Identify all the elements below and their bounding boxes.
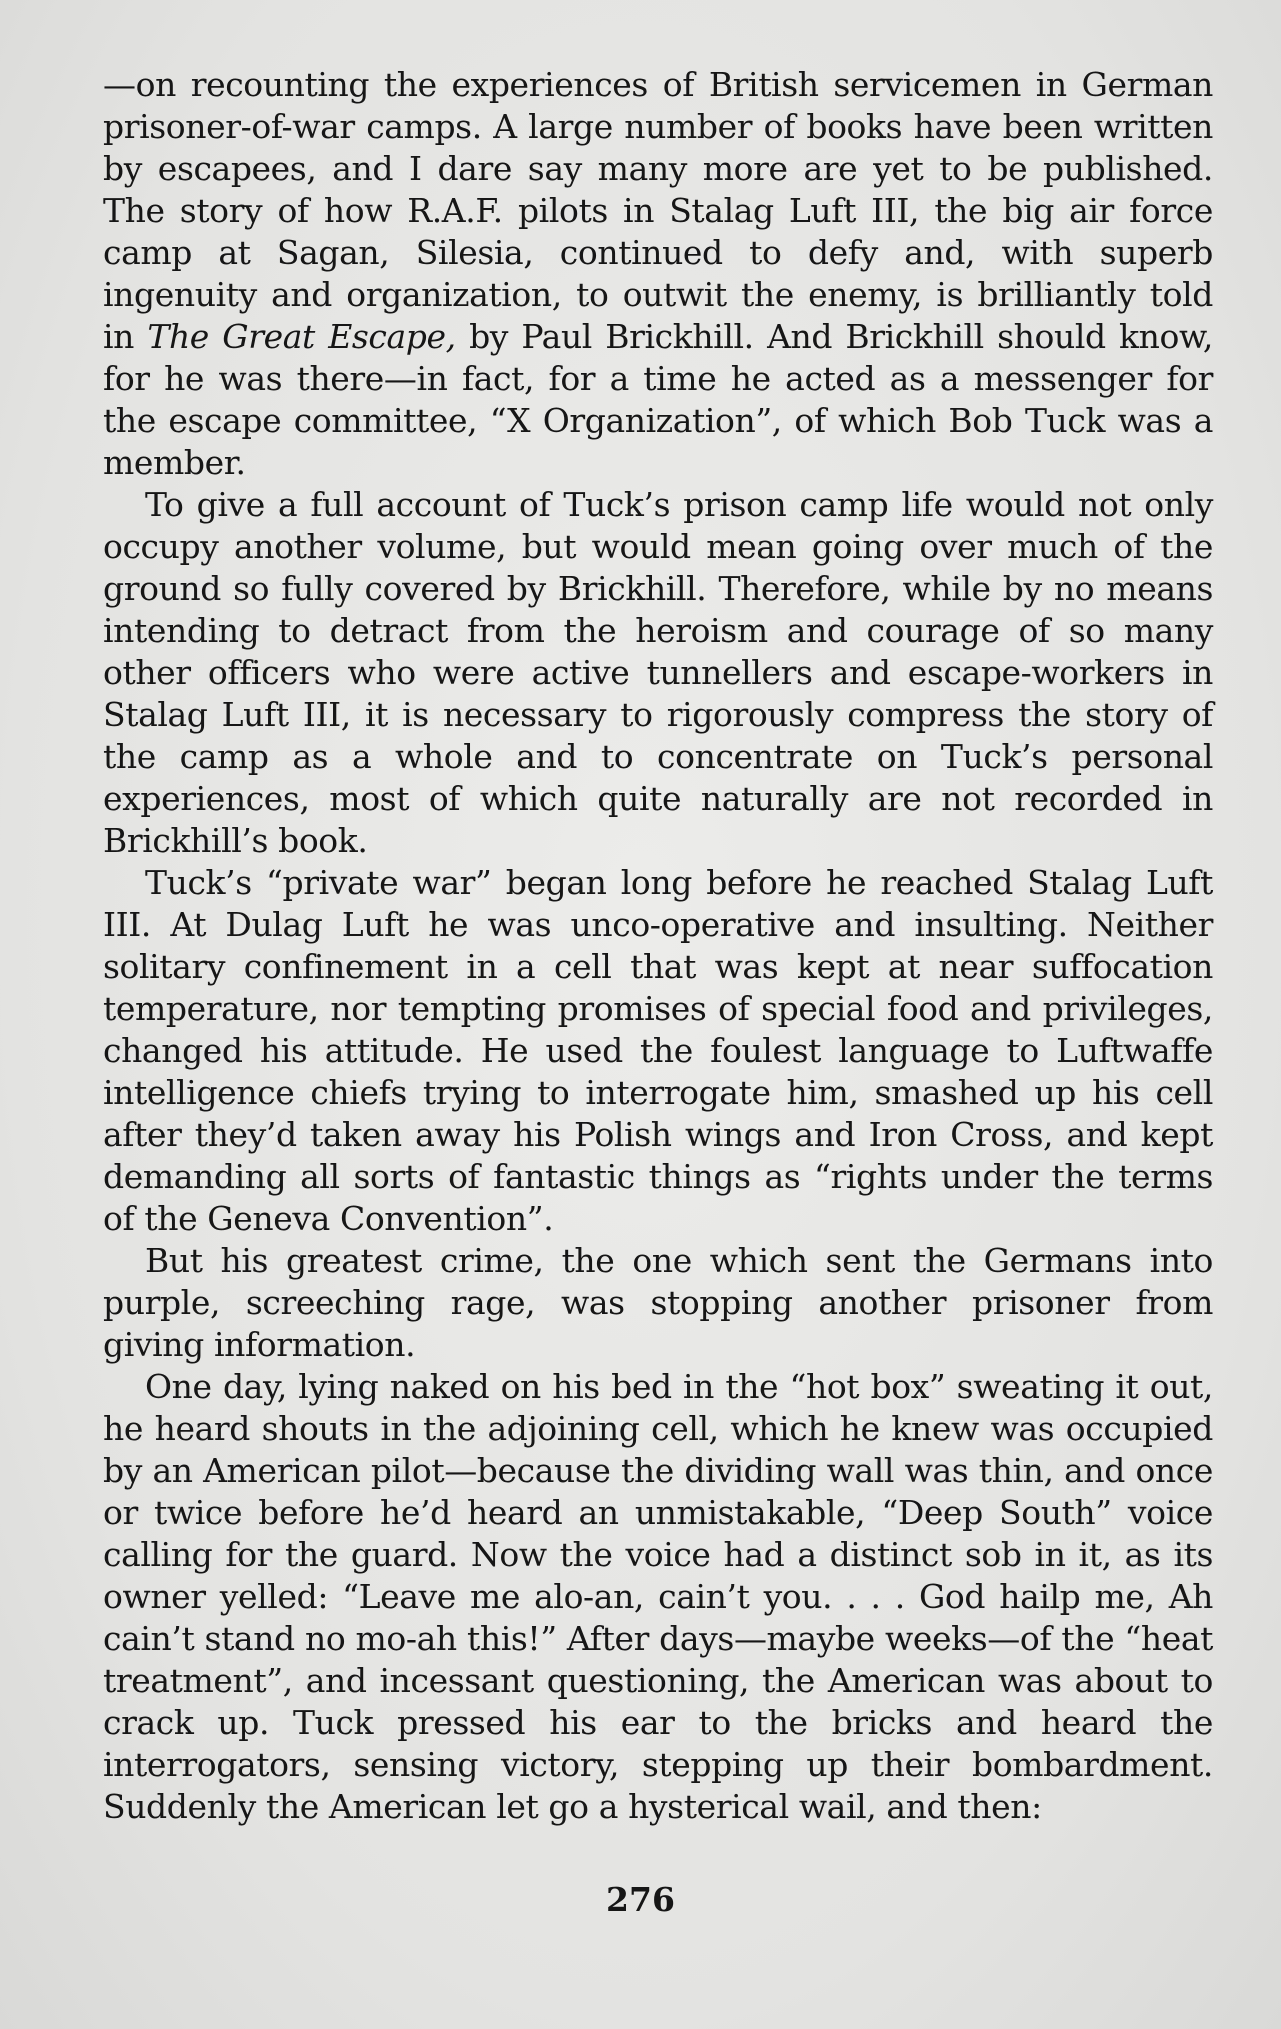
- page-number: 276: [606, 1880, 675, 1919]
- book-title-italic: The Great Escape,: [147, 317, 456, 356]
- paragraph-1: [103, 64, 1213, 484]
- paragraph-2: To give a full account of Tuck’s prison camp life would not only occupy another volume, but would mean going over much of the ground so fully covered by Brickhill. Therefore, while by no means intending to detract from the heroism and courage of so many other officers who were active tunnellers and escape-workers in Stalag Luft III, it is necessary to rigorously compress the story of the camp as a whole and to concentrate on Tuck’s personal experiences, most of which quite naturally are not recorded in Brickhill’s book.: [103, 485, 1213, 860]
- body-text: [103, 64, 1213, 1828]
- paragraph-1-part-2: by Paul Brickhill. And Brickhill should know, for he was there—in fact, for a time he acted as a messenger for the escape committee, “X Organization”, of which Bob Tuck was a member.: [103, 317, 1213, 482]
- paragraph-3: Tuck’s “private war” began long before he reached Stalag Luft III. At Dulag Luft he was unco-operative and insulting. Neither solitary confinement in a cell that was kept at near suffocation temperature, nor tempting promises of special food and privileges, changed his attitude. He used the foulest language to Luftwaffe intelligence chiefs trying to interrogate him, smashed up his cell after they’d taken away his Polish wings and Iron Cross, and kept demanding all sorts of fantastic things as “rights under the terms of the Geneva Convention”.: [103, 863, 1213, 1238]
- paragraph-4: But his greatest crime, the one which sent the Germans into purple, screeching rage, was stopping another prisoner from giving information.: [103, 1241, 1213, 1364]
- paragraph-5: One day, lying naked on his bed in the “hot box” sweating it out, he heard shouts in the adjoining cell, which he knew was occupied by an American pilot—because the dividing wall was thin, and once or twice before he’d heard an unmistakable, “Deep South” voice calling for the guard. Now the voice had a distinct sob in it, as its owner yelled: “Leave me alo-an, cain’t you. . . . God hailp me, Ah cain’t stand no mo-ah this!” After days—maybe weeks—of the “heat treatment”, and incessant questioning, the American was about to crack up. Tuck pressed his ear to the bricks and heard the interrogators, sensing victory, stepping up their bombardment. Suddenly the American let go a hysterical wail, and then:: [103, 1367, 1213, 1826]
- paragraph-1-part-1: —on recounting the experiences of British servicemen in German prisoner-of-war camps. A large number of books have been written by escapees, and I dare say many more are yet to be published. The story of how R.A.F. pilots in Stalag Luft III, the big air force camp at Sagan, Silesia, continued to defy and, with superb ingenuity and organization, to outwit the enemy, is brilliantly told in: [103, 65, 1213, 356]
